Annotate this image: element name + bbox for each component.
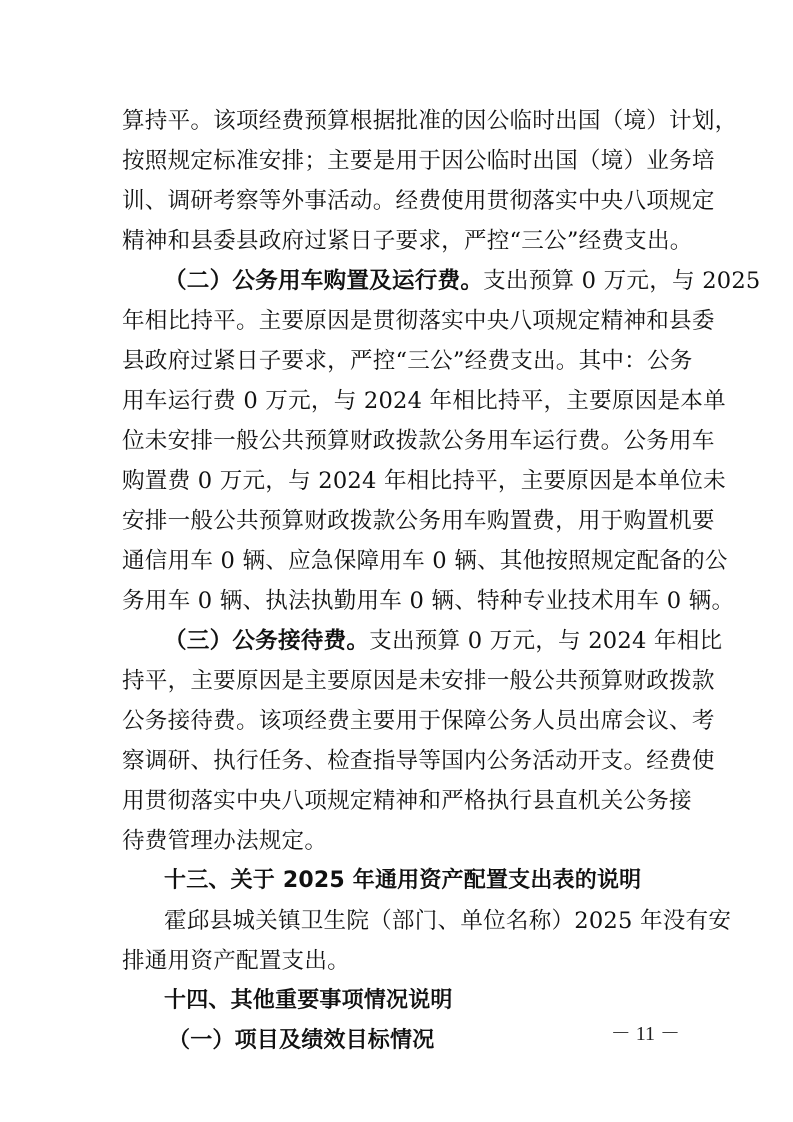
body-line: 算持平。该项经费预算根据批准的因公临时出国（境）计划， xyxy=(122,108,738,134)
body-line: 务用车 0 辆、执法执勤用车 0 辆、特种专业技术用车 0 辆。 xyxy=(122,588,735,614)
section-2-first-line xyxy=(164,261,761,301)
heading-14: 十四、其他重要事项情况说明 xyxy=(164,988,453,1013)
body-line: 县政府过紧日子要求，严控“三公”经费支出。其中：公务 xyxy=(122,348,693,374)
body-line: 购置费 0 万元，与 2024 年相比持平，主要原因是本单位未 xyxy=(122,468,726,494)
body-line: 训、调研考察等外事活动。经费使用贯彻落实中央八项规定 xyxy=(122,188,715,214)
heading-13: 十三、关于 2025 年通用资产配置支出表的说明 xyxy=(164,868,642,893)
body-line: 待费管理办法规定。 xyxy=(122,828,328,854)
section-2-text: 支出预算 0 万元，与 2025 xyxy=(483,268,761,294)
body-line: 察调研、执行任务、检查指导等国内公务活动开支。经费使 xyxy=(122,748,715,774)
body-line: 持平，主要原因是主要原因是未安排一般公共预算财政拨款 xyxy=(122,668,715,694)
body-line: 精神和县委县政府过紧日子要求，严控“三公”经费支出。 xyxy=(122,228,693,254)
heading-14-1: （一）项目及绩效目标情况 xyxy=(168,1028,435,1053)
body-line: 安排一般公共预算财政拨款公务用车购置费，用于购置机要 xyxy=(122,508,715,534)
section-3-text: 支出预算 0 万元，与 2024 年相比 xyxy=(369,628,723,654)
page-number: － 11 － xyxy=(610,1023,680,1045)
section-3-first-line xyxy=(164,621,723,661)
body-line: 用贯彻落实中央八项规定精神和严格执行县直机关公务接 xyxy=(122,788,692,814)
section-2-title: （二）公务用车购置及运行费。 xyxy=(164,268,484,294)
body-line: 年相比持平。主要原因是贯彻落实中央八项规定精神和县委 xyxy=(122,308,715,334)
body-line: 位未安排一般公共预算财政拨款公务用车运行费。公务用车 xyxy=(122,428,715,454)
body-line: 用车运行费 0 万元，与 2024 年相比持平，主要原因是本单 xyxy=(122,388,726,414)
body-line: 公务接待费。该项经费主要用于保障公务人员出席会议、考 xyxy=(122,708,715,734)
body-line: 霍邱县城关镇卫生院（部门、单位名称）2025 年没有安 xyxy=(164,908,732,934)
body-line: 排通用资产配置支出。 xyxy=(122,948,350,974)
body-line: 按照规定标准安排；主要是用于因公临时出国（境）业务培 xyxy=(122,148,715,174)
body-line: 通信用车 0 辆、应急保障用车 0 辆、其他按照规定配备的公 xyxy=(122,548,728,574)
section-3-title: （三）公务接待费。 xyxy=(164,628,370,654)
